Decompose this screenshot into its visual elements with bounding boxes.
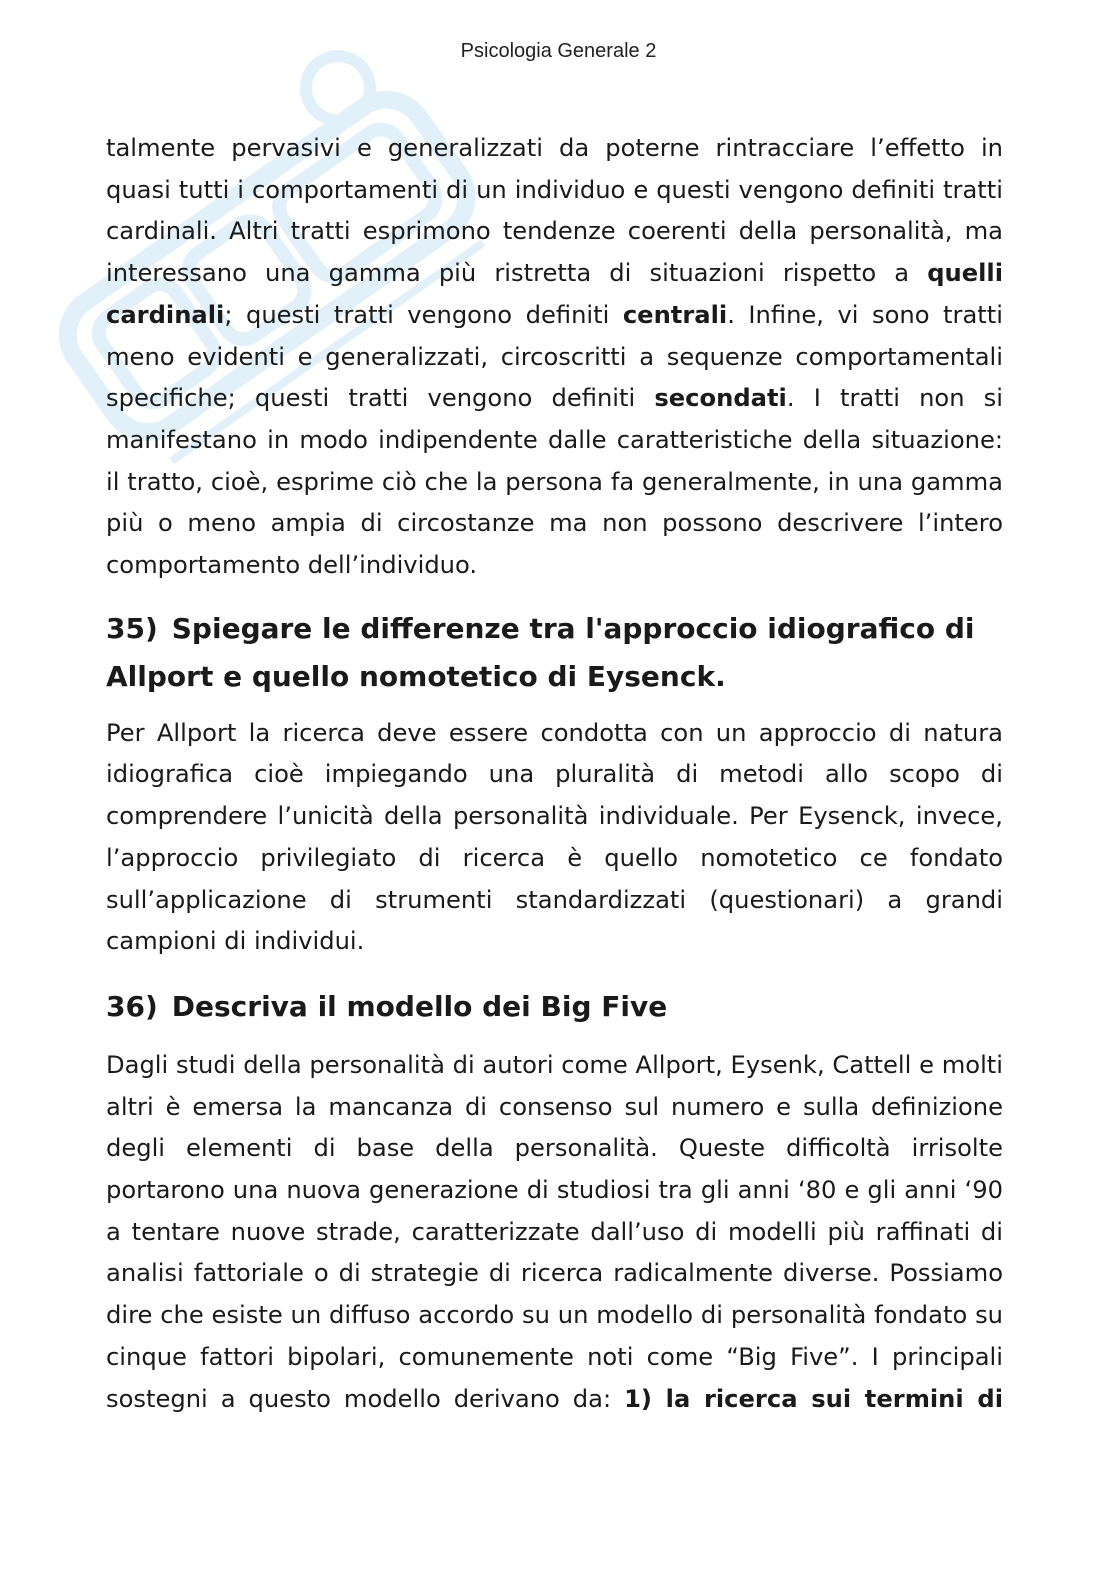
question-36-heading: [106, 983, 1003, 1031]
question-35-heading: [106, 605, 1003, 701]
paragraph-traits: talmente pervasivi e generalizzati da poterne rintracciare l’effetto in quasi tutti i comportamenti di un individuo e questi vengono definiti tratti cardinali. Altri tratti esprimono tendenze coerenti della personalità, ma interessano una gamma più ristretta di situazioni rispetto a quelli cardinali; questi tratti vengono definiti centrali. Infine, vi sono tratti meno evidenti e generalizzati, circoscritti a sequenze comportamentali specifiche; questi tratti vengono definiti secondati. I tratti non si manifestano in modo indipendente dalle caratteristiche della situazione: il tratto, cioè, esprime ciò che la persona fa generalmente, in una gamma più o meno ampia di circostanze ma non possono descrivere l’intero comportamento dell’individuo.: [106, 134, 1004, 580]
question-36-answer: Dagli studi della personalità di autori come Allport, Eysenk, Cattell e molti altri è emersa la mancanza di consenso sul numero e sulla definizione degli elementi di base della personalità. Queste difficoltà irrisolte portarono una nuova generazione di studiosi tra gli anni ‘80 e gli anni ‘90 a tentare nuove strade, caratterizzate dall’uso di modelli più raffinati di analisi fattoriale o di strategie di ricerca radicalmente diverse. Possiamo dire che esiste un diffuso accordo su un modello di personalità fondato su cinque fattori bipolari, comunemente noti come “Big Five”. I principali sostegni a questo modello derivano da: 1) la ricerca sui termini di: [106, 1050, 1003, 1413]
page-content: [106, 128, 1003, 1420]
question-35-answer: Per Allport la ricerca deve essere condotta con un approccio di natura idiografica cioè impiegando una pluralità di metodi allo scopo di comprendere l’unicità della personalità individuale. Per Eysenck, invece, l’approccio privilegiato di ricerca è quello nomotetico ce fondato sull’applicazione di strumenti standardizzati (questionari) a grandi campioni di individui.: [106, 718, 1003, 956]
question-35-title: Spiegare le differenze tra l'approccio idiografico di Allport e quello nomotetico di Eysenck.: [106, 611, 975, 693]
bold-term-secondati: secondati: [654, 384, 787, 413]
question-35-number: 35): [106, 611, 158, 645]
page-header: Psicologia Generale 2: [460, 40, 657, 62]
bold-term-centrali: centrali: [622, 300, 728, 329]
bold-term-ricerca-termini: 1) la ricerca sui termini di: [624, 1384, 1003, 1413]
bold-term-quelli-cardinali: quelli cardinali: [106, 259, 1003, 329]
question-36-title: Descriva il modello dei Big Five: [171, 989, 668, 1023]
question-36-number: 36): [106, 989, 158, 1023]
